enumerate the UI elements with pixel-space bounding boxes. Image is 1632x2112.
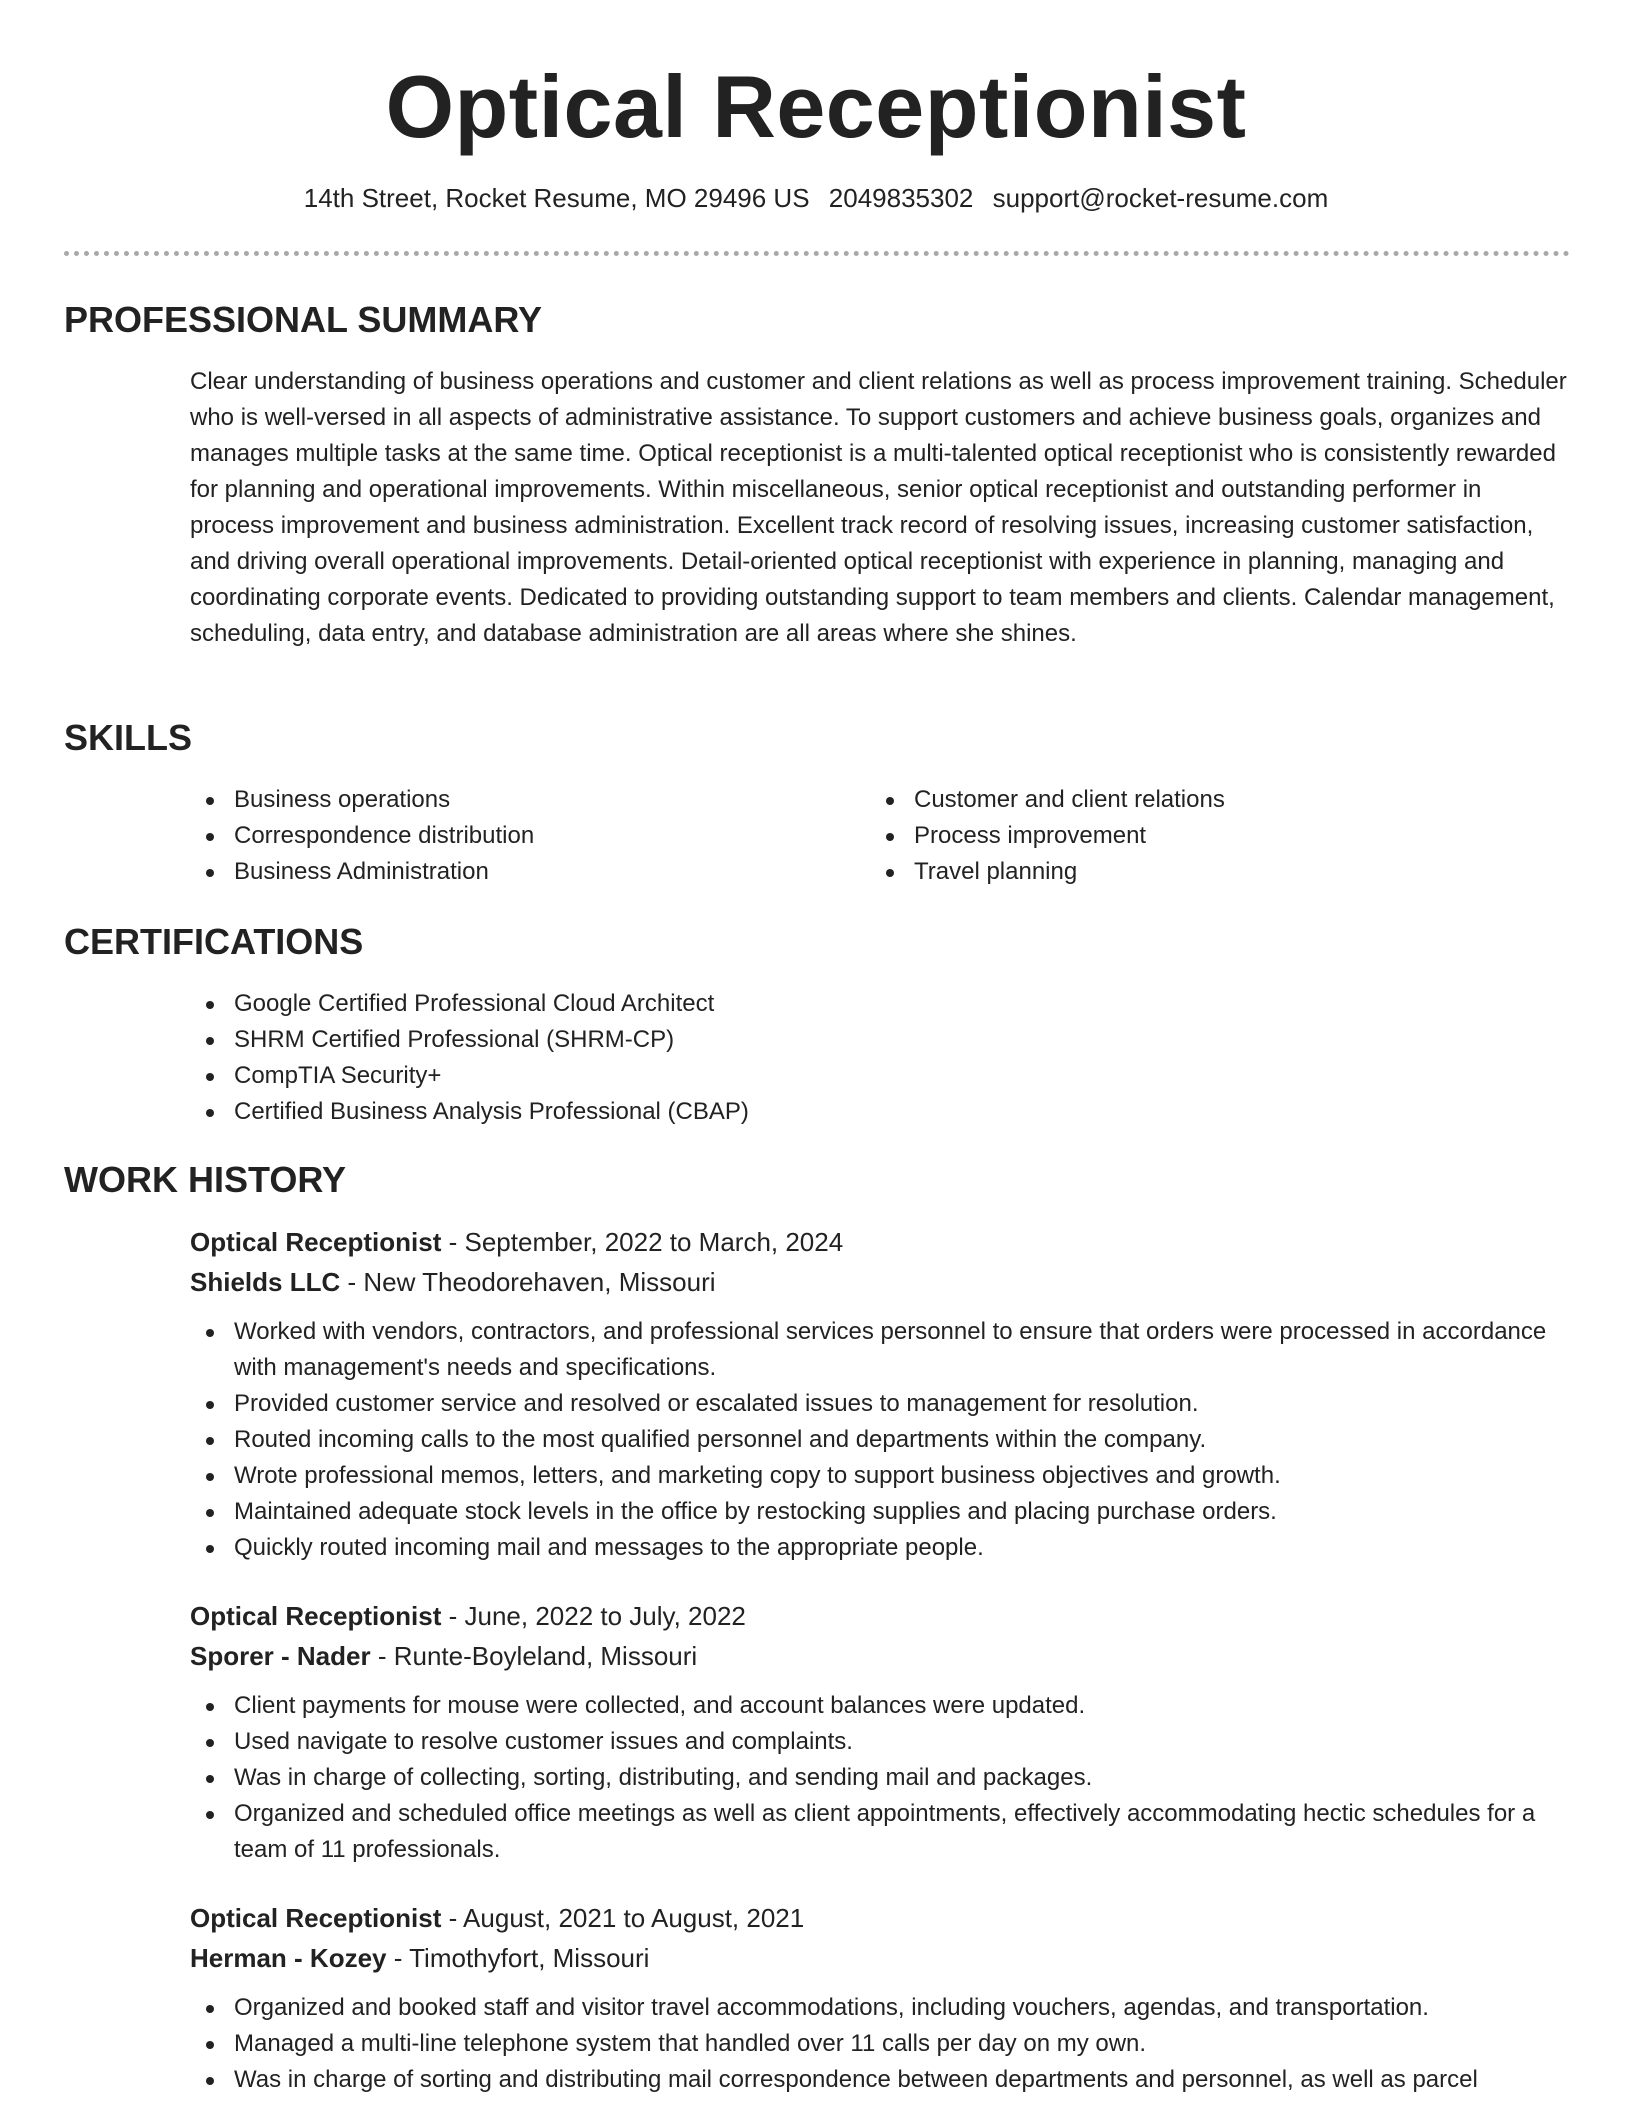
job-location: - Runte-Boyleland, Missouri [370,1641,698,1671]
job-bullets [190,1990,1570,2098]
skills-left-list [190,782,870,890]
contact-phone: 2049835302 [828,183,974,213]
skill-item: Customer and client relations [870,782,1550,818]
contact-address: 14th Street, Rocket Resume, MO 29496 US [303,183,810,213]
job-bullet: Wrote professional memos, letters, and marketing copy to support business objectives and growth. [190,1458,1570,1494]
skills-section [64,716,1570,890]
job-bullet: Organized and scheduled office meetings as well as client appointments, effectively accommodating hectic schedules for a team of 11 professionals. [190,1796,1570,1868]
certification-item: SHRM Certified Professional (SHRM-CP) [190,1022,1570,1058]
job-title-line [190,1596,1570,1636]
job-company-line [190,1938,1570,1978]
summary-section [64,298,1570,652]
job-location: - Timothyfort, Missouri [386,1943,650,1973]
work-history-title: WORK HISTORY [64,1159,347,1200]
skill-item: Business operations [190,782,870,818]
job-entry [190,1222,1570,1566]
job-company: Sporer - Nader [190,1641,371,1671]
job-bullet: Maintained adequate stock levels in the office by restocking supplies and placing purchase orders. [190,1494,1570,1530]
job-company-line [190,1262,1570,1302]
job-bullets [190,1688,1570,1868]
contact-email: support@rocket-resume.com [992,183,1329,213]
certifications-section [64,920,1570,1130]
work-history-section [64,1158,1570,2112]
job-bullet: Organized and booked staff and visitor travel accommodations, including vouchers, agendas, and transportation. [190,1990,1570,2026]
job-location: - New Theodorehaven, Missouri [340,1267,716,1297]
job-role: Optical Receptionist [190,1903,442,1933]
job-bullet: Quickly routed incoming mail and messages to the appropriate people. [190,1530,1570,1566]
contact-line [0,178,1632,218]
job-entry [190,1898,1570,2098]
certification-item: Certified Business Analysis Professional (CBAP) [190,1094,1570,1130]
summary-text: Clear understanding of business operations and customer and client relations as well as process improvement training. Scheduler who is well-versed in all aspects of administrative assistance. To support customers and achieve business goals, organizes and manages multiple tasks at the same time. Optical receptionist is a multi-talented optical receptionist who is consistently rewarded for planning and operational improvements. Within miscellaneous, senior optical receptionist and outstanding performer in process improvement and business administration. Excellent track record of resolving issues, increasing customer satisfaction, and driving overall operational improvements. Detail-oriented optical receptionist with experience in planning, managing and coordinating corporate events. Dedicated to providing outstanding support to team members and clients. Calendar management, scheduling, data entry, and database administration are all areas where she shines. [190,368,1567,647]
job-dates: - June, 2022 to July, 2022 [441,1601,746,1631]
job-bullets [190,1314,1570,1566]
skills-grid [190,782,1570,890]
job-entry [190,1596,1570,1868]
job-company: Shields LLC [190,1267,341,1297]
job-bullet: Worked with vendors, contractors, and professional services personnel to ensure that orders were processed in accordance with management's needs and specifications. [190,1314,1570,1386]
skill-item: Travel planning [870,854,1550,890]
job-bullet: Provided customer service and resolved or escalated issues to management for resolution. [190,1386,1570,1422]
job-dates: - September, 2022 to March, 2024 [441,1227,844,1257]
header-divider [64,251,1570,256]
certification-item: Google Certified Professional Cloud Architect [190,986,1570,1022]
skill-item: Process improvement [870,818,1550,854]
job-dates: - August, 2021 to August, 2021 [441,1903,805,1933]
skills-title: SKILLS [64,717,193,758]
job-bullet: Routed incoming calls to the most qualified personnel and departments within the company. [190,1422,1570,1458]
job-role: Optical Receptionist [190,1601,442,1631]
job-company: Herman - Kozey [190,1943,387,1973]
job-bullet: Was in charge of collecting, sorting, distributing, and sending mail and packages. [190,1760,1570,1796]
summary-title: PROFESSIONAL SUMMARY [64,299,543,340]
job-title-line [190,1898,1570,1938]
job-bullet: Used navigate to resolve customer issues and complaints. [190,1724,1570,1760]
job-bullet: Client payments for mouse were collected, and account balances were updated. [190,1688,1570,1724]
skills-right-list [870,782,1550,890]
job-title-line [190,1222,1570,1262]
job-role: Optical Receptionist [190,1227,442,1257]
resume-name: Optical Receptionist [385,57,1247,156]
certifications-title: CERTIFICATIONS [64,921,364,962]
job-company-line [190,1636,1570,1676]
job-bullet: Was in charge of sorting and distributing mail correspondence between departments and personnel, as well as parcel [190,2062,1570,2098]
skill-item: Business Administration [190,854,870,890]
skill-item: Correspondence distribution [190,818,870,854]
certification-item: CompTIA Security+ [190,1058,1570,1094]
certifications-list [190,986,1570,1130]
job-bullet: Managed a multi-line telephone system that handled over 11 calls per day on my own. [190,2026,1570,2062]
